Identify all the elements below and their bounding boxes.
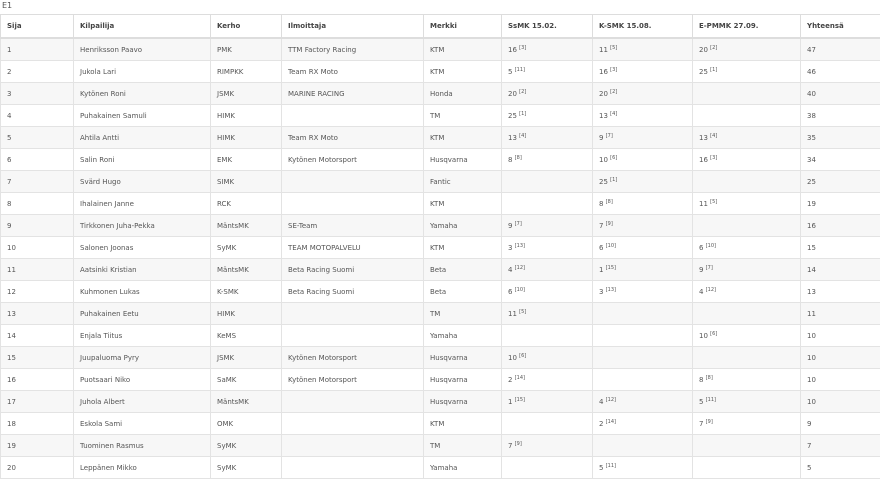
cell-brand: Fantic xyxy=(424,171,502,193)
round-points: 25 xyxy=(508,111,517,120)
round-placing: [11] xyxy=(605,462,616,469)
cell-entrant xyxy=(282,457,424,479)
table-row xyxy=(1,105,880,127)
cell-entrant: Team RX Moto xyxy=(282,127,424,149)
cell-position: 8 xyxy=(1,193,74,215)
table-row xyxy=(1,61,880,83)
cell-round-2 xyxy=(593,369,693,391)
cell-round-3 xyxy=(693,457,801,479)
cell-entrant: Kytönen Motorsport xyxy=(282,369,424,391)
round-points: 2 xyxy=(508,375,513,384)
round-points: 20 xyxy=(508,89,517,98)
cell-round-2 xyxy=(593,215,693,237)
round-points: 1 xyxy=(508,397,513,406)
round-placing: [5] xyxy=(610,44,618,51)
table-row xyxy=(1,391,880,413)
cell-round-2 xyxy=(593,303,693,325)
cell-entrant: TTM Factory Racing xyxy=(282,38,424,61)
round-points: 4 xyxy=(599,397,604,406)
cell-position: 4 xyxy=(1,105,74,127)
round-placing: [5] xyxy=(710,198,718,205)
round-placing: [8] xyxy=(705,374,713,381)
cell-round-3 xyxy=(693,38,801,61)
cell-round-3 xyxy=(693,325,801,347)
cell-entrant: Beta Racing Suomi xyxy=(282,281,424,303)
round-points: 5 xyxy=(599,463,604,472)
cell-brand: Beta xyxy=(424,259,502,281)
col-header-kerho: Kerho xyxy=(211,15,282,39)
cell-round-1 xyxy=(502,347,593,369)
cell-entrant: Kytönen Motorsport xyxy=(282,149,424,171)
cell-round-3 xyxy=(693,391,801,413)
round-placing: [14] xyxy=(605,418,616,425)
cell-round-2 xyxy=(593,61,693,83)
round-points: 20 xyxy=(599,89,608,98)
cell-position: 18 xyxy=(1,413,74,435)
table-row xyxy=(1,149,880,171)
round-placing: [13] xyxy=(605,286,616,293)
cell-entrant: TEAM MOTOPALVELU xyxy=(282,237,424,259)
cell-position: 6 xyxy=(1,149,74,171)
round-points: 4 xyxy=(508,265,513,274)
round-placing: [6] xyxy=(519,352,527,359)
cell-brand: Husqvarna xyxy=(424,369,502,391)
cell-position: 16 xyxy=(1,369,74,391)
cell-round-2 xyxy=(593,457,693,479)
round-placing: [13] xyxy=(514,242,525,249)
round-placing: [9] xyxy=(605,220,613,227)
cell-round-1 xyxy=(502,457,593,479)
cell-round-3 xyxy=(693,237,801,259)
table-row xyxy=(1,303,880,325)
cell-rider-name: Puotsaari Niko xyxy=(74,369,211,391)
cell-round-1 xyxy=(502,325,593,347)
round-placing: [12] xyxy=(705,286,716,293)
round-points: 10 xyxy=(599,155,608,164)
cell-club: MäntsMK xyxy=(211,391,282,413)
cell-round-2 xyxy=(593,193,693,215)
table-row xyxy=(1,259,880,281)
cell-rider-name: Kytönen Roni xyxy=(74,83,211,105)
cell-rider-name: Jukola Lari xyxy=(74,61,211,83)
cell-round-3 xyxy=(693,413,801,435)
cell-rider-name: Kuhmonen Lukas xyxy=(74,281,211,303)
round-points: 7 xyxy=(508,441,513,450)
cell-position: 3 xyxy=(1,83,74,105)
cell-entrant xyxy=(282,391,424,413)
cell-brand: KTM xyxy=(424,237,502,259)
cell-total: 46 xyxy=(801,61,880,83)
round-placing: [6] xyxy=(610,154,618,161)
cell-total: 10 xyxy=(801,347,880,369)
cell-rider-name: Svärd Hugo xyxy=(74,171,211,193)
cell-total: 5 xyxy=(801,457,880,479)
cell-round-1 xyxy=(502,413,593,435)
round-placing: [7] xyxy=(705,264,713,271)
cell-entrant xyxy=(282,193,424,215)
cell-total: 25 xyxy=(801,171,880,193)
round-points: 10 xyxy=(508,353,517,362)
cell-rider-name: Tirkkonen Juha-Pekka xyxy=(74,215,211,237)
cell-round-3 xyxy=(693,369,801,391)
round-placing: [5] xyxy=(519,308,527,315)
cell-round-2 xyxy=(593,347,693,369)
round-points: 6 xyxy=(599,243,604,252)
cell-round-2 xyxy=(593,259,693,281)
cell-brand: TM xyxy=(424,435,502,457)
cell-round-3 xyxy=(693,83,801,105)
cell-club: MäntsMK xyxy=(211,259,282,281)
cell-brand: Husqvarna xyxy=(424,391,502,413)
cell-entrant: Kytönen Motorsport xyxy=(282,347,424,369)
round-placing: [2] xyxy=(610,88,618,95)
cell-round-1 xyxy=(502,149,593,171)
cell-round-2 xyxy=(593,127,693,149)
cell-round-2 xyxy=(593,237,693,259)
cell-round-3 xyxy=(693,435,801,457)
cell-brand: TM xyxy=(424,303,502,325)
cell-rider-name: Ihalainen Janne xyxy=(74,193,211,215)
table-row xyxy=(1,127,880,149)
round-placing: [8] xyxy=(605,198,613,205)
cell-rider-name: Juupaluoma Pyry xyxy=(74,347,211,369)
round-placing: [4] xyxy=(710,132,718,139)
cell-round-1 xyxy=(502,83,593,105)
cell-round-3 xyxy=(693,105,801,127)
round-points: 2 xyxy=(599,419,604,428)
cell-position: 15 xyxy=(1,347,74,369)
round-placing: [3] xyxy=(519,44,527,51)
cell-round-3 xyxy=(693,61,801,83)
cell-brand: KTM xyxy=(424,61,502,83)
cell-rider-name: Puhakainen Samuli xyxy=(74,105,211,127)
cell-club: RIMPKK xyxy=(211,61,282,83)
round-placing: [11] xyxy=(705,396,716,403)
cell-club: SaMK xyxy=(211,369,282,391)
round-placing: [15] xyxy=(514,396,525,403)
cell-entrant xyxy=(282,105,424,127)
cell-total: 35 xyxy=(801,127,880,149)
round-points: 9 xyxy=(599,133,604,142)
cell-rider-name: Salin Roni xyxy=(74,149,211,171)
round-placing: [8] xyxy=(514,154,522,161)
table-row xyxy=(1,369,880,391)
table-row xyxy=(1,347,880,369)
round-placing: [4] xyxy=(519,132,527,139)
cell-total: 40 xyxy=(801,83,880,105)
table-row xyxy=(1,193,880,215)
results-table xyxy=(0,14,880,479)
cell-total: 10 xyxy=(801,369,880,391)
cell-round-3 xyxy=(693,303,801,325)
round-points: 13 xyxy=(699,133,708,142)
col-header-round-1: SsMK 15.02. xyxy=(502,15,593,39)
cell-position: 13 xyxy=(1,303,74,325)
cell-total: 10 xyxy=(801,325,880,347)
round-points: 6 xyxy=(508,287,513,296)
cell-round-2 xyxy=(593,83,693,105)
cell-position: 5 xyxy=(1,127,74,149)
round-points: 9 xyxy=(699,265,704,274)
round-placing: [6] xyxy=(710,330,718,337)
cell-club: HIMK xyxy=(211,303,282,325)
cell-round-1 xyxy=(502,38,593,61)
cell-round-1 xyxy=(502,171,593,193)
cell-round-3 xyxy=(693,127,801,149)
cell-club: MäntsMK xyxy=(211,215,282,237)
cell-round-2 xyxy=(593,391,693,413)
cell-position: 12 xyxy=(1,281,74,303)
cell-round-2 xyxy=(593,105,693,127)
round-points: 5 xyxy=(508,67,513,76)
cell-rider-name: Enjala Tiitus xyxy=(74,325,211,347)
cell-club: SyMK xyxy=(211,435,282,457)
cell-rider-name: Tuominen Rasmus xyxy=(74,435,211,457)
round-points: 13 xyxy=(599,111,608,120)
cell-rider-name: Henriksson Paavo xyxy=(74,38,211,61)
cell-rider-name: Eskola Sami xyxy=(74,413,211,435)
table-row xyxy=(1,325,880,347)
round-placing: [1] xyxy=(610,176,618,183)
cell-round-2 xyxy=(593,281,693,303)
cell-position: 1 xyxy=(1,38,74,61)
cell-round-1 xyxy=(502,237,593,259)
cell-position: 2 xyxy=(1,61,74,83)
table-row xyxy=(1,237,880,259)
cell-brand: Husqvarna xyxy=(424,149,502,171)
cell-round-1 xyxy=(502,215,593,237)
cell-round-3 xyxy=(693,149,801,171)
cell-club: SIMK xyxy=(211,171,282,193)
cell-round-1 xyxy=(502,127,593,149)
col-header-merkki: Merkki xyxy=(424,15,502,39)
round-placing: [15] xyxy=(605,264,616,271)
round-points: 16 xyxy=(508,45,517,54)
cell-club: HIMK xyxy=(211,127,282,149)
cell-round-3 xyxy=(693,259,801,281)
round-points: 8 xyxy=(599,199,604,208)
cell-round-1 xyxy=(502,281,593,303)
cell-club: SyMK xyxy=(211,237,282,259)
cell-total: 47 xyxy=(801,38,880,61)
round-placing: [9] xyxy=(514,440,522,447)
round-points: 16 xyxy=(699,155,708,164)
cell-brand: KTM xyxy=(424,127,502,149)
cell-round-1 xyxy=(502,303,593,325)
cell-position: 17 xyxy=(1,391,74,413)
round-points: 1 xyxy=(599,265,604,274)
cell-round-2 xyxy=(593,413,693,435)
cell-entrant: Beta Racing Suomi xyxy=(282,259,424,281)
round-points: 25 xyxy=(599,177,608,186)
cell-entrant xyxy=(282,303,424,325)
round-placing: [12] xyxy=(514,264,525,271)
round-placing: [12] xyxy=(605,396,616,403)
round-points: 3 xyxy=(508,243,513,252)
cell-position: 20 xyxy=(1,457,74,479)
round-points: 11 xyxy=(599,45,608,54)
cell-round-1 xyxy=(502,61,593,83)
round-points: 11 xyxy=(699,199,708,208)
cell-total: 34 xyxy=(801,149,880,171)
cell-club: KeMS xyxy=(211,325,282,347)
cell-round-3 xyxy=(693,193,801,215)
cell-round-1 xyxy=(502,391,593,413)
cell-position: 14 xyxy=(1,325,74,347)
cell-round-2 xyxy=(593,38,693,61)
cell-rider-name: Puhakainen Eetu xyxy=(74,303,211,325)
round-placing: [1] xyxy=(710,66,718,73)
cell-rider-name: Salonen Joonas xyxy=(74,237,211,259)
round-placing: [10] xyxy=(705,242,716,249)
table-row xyxy=(1,215,880,237)
cell-entrant xyxy=(282,325,424,347)
table-row xyxy=(1,413,880,435)
round-points: 7 xyxy=(699,419,704,428)
round-points: 3 xyxy=(599,287,604,296)
cell-total: 38 xyxy=(801,105,880,127)
cell-brand: Beta xyxy=(424,281,502,303)
col-header-sija: Sija xyxy=(1,15,74,39)
cell-round-3 xyxy=(693,171,801,193)
cell-entrant: MARINE RACING xyxy=(282,83,424,105)
round-points: 8 xyxy=(699,375,704,384)
cell-brand: KTM xyxy=(424,193,502,215)
cell-entrant: SE-Team xyxy=(282,215,424,237)
table-row xyxy=(1,457,880,479)
col-header-kilpailija: Kilpailija xyxy=(74,15,211,39)
cell-total: 14 xyxy=(801,259,880,281)
cell-entrant xyxy=(282,435,424,457)
round-points: 7 xyxy=(599,221,604,230)
cell-brand: Honda xyxy=(424,83,502,105)
round-placing: [14] xyxy=(514,374,525,381)
cell-club: EMK xyxy=(211,149,282,171)
round-points: 11 xyxy=(508,309,517,318)
cell-brand: Yamaha xyxy=(424,457,502,479)
col-header-round-2: K-SMK 15.08. xyxy=(593,15,693,39)
round-placing: [7] xyxy=(605,132,613,139)
cell-total: 19 xyxy=(801,193,880,215)
round-points: 9 xyxy=(508,221,513,230)
cell-round-2 xyxy=(593,325,693,347)
cell-club: HIMK xyxy=(211,105,282,127)
cell-total: 9 xyxy=(801,413,880,435)
round-points: 13 xyxy=(508,133,517,142)
cell-round-1 xyxy=(502,259,593,281)
cell-rider-name: Leppänen Mikko xyxy=(74,457,211,479)
table-row xyxy=(1,171,880,193)
cell-round-3 xyxy=(693,281,801,303)
cell-rider-name: Juhola Albert xyxy=(74,391,211,413)
round-points: 5 xyxy=(699,397,704,406)
round-placing: [10] xyxy=(605,242,616,249)
results-body xyxy=(1,38,880,479)
cell-total: 7 xyxy=(801,435,880,457)
cell-round-1 xyxy=(502,105,593,127)
round-points: 25 xyxy=(699,67,708,76)
col-header-total: Yhteensä xyxy=(801,15,880,39)
cell-round-1 xyxy=(502,435,593,457)
col-header-round-3: E-PMMK 27.09. xyxy=(693,15,801,39)
cell-total: 13 xyxy=(801,281,880,303)
round-placing: [2] xyxy=(519,88,527,95)
round-points: 10 xyxy=(699,331,708,340)
cell-position: 11 xyxy=(1,259,74,281)
round-placing: [3] xyxy=(710,154,718,161)
class-label: E1 xyxy=(2,1,13,10)
round-placing: [7] xyxy=(514,220,522,227)
cell-position: 9 xyxy=(1,215,74,237)
cell-round-3 xyxy=(693,215,801,237)
cell-rider-name: Ahtila Antti xyxy=(74,127,211,149)
cell-club: JSMK xyxy=(211,83,282,105)
cell-brand: Yamaha xyxy=(424,215,502,237)
round-placing: [1] xyxy=(519,110,527,117)
cell-total: 16 xyxy=(801,215,880,237)
table-row xyxy=(1,83,880,105)
round-placing: [3] xyxy=(610,66,618,73)
cell-club: K-SMK xyxy=(211,281,282,303)
cell-brand: TM xyxy=(424,105,502,127)
table-row xyxy=(1,38,880,61)
round-points: 20 xyxy=(699,45,708,54)
cell-total: 11 xyxy=(801,303,880,325)
cell-total: 15 xyxy=(801,237,880,259)
round-placing: [2] xyxy=(710,44,718,51)
cell-brand: KTM xyxy=(424,38,502,61)
cell-position: 19 xyxy=(1,435,74,457)
round-points: 8 xyxy=(508,155,513,164)
cell-total: 10 xyxy=(801,391,880,413)
header-row xyxy=(1,15,880,39)
cell-round-2 xyxy=(593,435,693,457)
cell-brand: Yamaha xyxy=(424,325,502,347)
cell-brand: Husqvarna xyxy=(424,347,502,369)
table-row xyxy=(1,435,880,457)
cell-club: SyMK xyxy=(211,457,282,479)
round-placing: [11] xyxy=(514,66,525,73)
round-placing: [4] xyxy=(610,110,618,117)
cell-entrant xyxy=(282,171,424,193)
cell-position: 10 xyxy=(1,237,74,259)
cell-round-1 xyxy=(502,369,593,391)
cell-position: 7 xyxy=(1,171,74,193)
cell-club: OMK xyxy=(211,413,282,435)
col-header-ilmoittaja: Ilmoittaja xyxy=(282,15,424,39)
cell-club: PMK xyxy=(211,38,282,61)
cell-brand: KTM xyxy=(424,413,502,435)
cell-round-3 xyxy=(693,347,801,369)
round-placing: [10] xyxy=(514,286,525,293)
round-placing: [9] xyxy=(705,418,713,425)
round-points: 16 xyxy=(599,67,608,76)
table-row xyxy=(1,281,880,303)
round-points: 6 xyxy=(699,243,704,252)
cell-rider-name: Aatsinki Kristian xyxy=(74,259,211,281)
round-points: 4 xyxy=(699,287,704,296)
cell-club: JSMK xyxy=(211,347,282,369)
cell-round-2 xyxy=(593,171,693,193)
cell-round-2 xyxy=(593,149,693,171)
cell-entrant: Team RX Moto xyxy=(282,61,424,83)
cell-club: RCK xyxy=(211,193,282,215)
cell-entrant xyxy=(282,413,424,435)
cell-round-1 xyxy=(502,193,593,215)
